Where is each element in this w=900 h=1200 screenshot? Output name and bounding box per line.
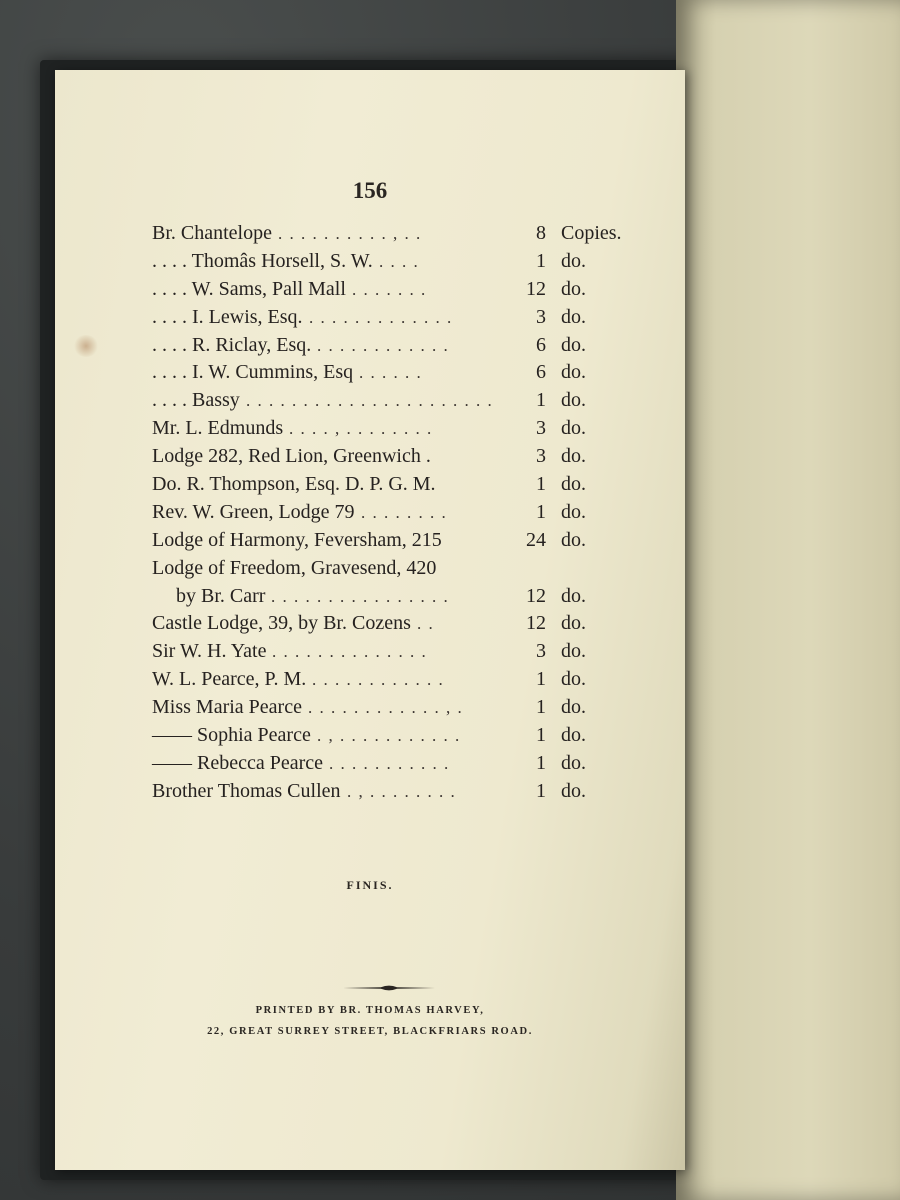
subscriber-name: —— Rebecca Pearce — [152, 751, 324, 774]
subscriber-row — [152, 610, 632, 638]
subscriber-name: . . . . R. Riclay, Esq. — [152, 333, 312, 356]
copy-count: 1 — [536, 473, 546, 496]
subscriber-row — [152, 471, 632, 499]
leader-dots: . . . . . . — [359, 363, 423, 383]
copy-unit: Copies. — [561, 222, 622, 244]
subscriber-row — [152, 638, 632, 666]
printer-line-2: 22, GREAT SURREY STREET, BLACKFRIARS ROAD. — [207, 1026, 533, 1037]
subscriber-name: . . . . Thomâs Horsell, S. W. — [152, 249, 373, 272]
subscriber-row — [152, 666, 632, 694]
subscriber-row — [152, 443, 632, 471]
subscriber-name: —— Sophia Pearce — [152, 724, 311, 747]
copy-unit: do. — [561, 445, 586, 468]
subscriber-row — [152, 694, 632, 722]
printer-line-1: PRINTED BY BR. THOMAS HARVEY, — [255, 1005, 485, 1016]
subscriber-name: . . . . I. Lewis, Esq. — [152, 305, 303, 328]
subscriber-name: Brother Thomas Cullen — [152, 779, 341, 802]
subscriber-name: Do. R. Thompson, Esq. D. P. G. M. — [152, 473, 436, 496]
subscriber-name: Mr. L. Edmunds — [152, 417, 284, 440]
subscriber-row — [152, 220, 632, 248]
subscriber-row — [152, 415, 632, 443]
copy-unit: do. — [561, 696, 586, 719]
copy-unit: do. — [561, 389, 586, 412]
facing-page — [676, 0, 900, 1200]
copy-count: 12 — [526, 612, 546, 635]
copy-unit: do. — [561, 333, 586, 356]
subscriber-name: Castle Lodge, 39, by Br. Cozens — [152, 612, 411, 635]
subscriber-row — [152, 555, 632, 583]
subscriber-name: . . . . I. W. Cummins, Esq — [152, 361, 354, 384]
leader-dots: . . . . . . . . . . . . . — [309, 307, 453, 327]
subscriber-row — [152, 722, 632, 750]
leader-dots: . . — [417, 614, 435, 634]
subscriber-name: Br. Chantelope — [152, 222, 272, 244]
subscriber-name: Lodge of Harmony, Feversham, 215 — [152, 528, 442, 551]
copy-count: 6 — [536, 361, 546, 384]
copy-unit: do. — [561, 640, 586, 663]
leader-dots: . . . . . . . . . . . . , . — [308, 698, 464, 718]
subscriber-row — [152, 778, 632, 806]
leader-dots: . . . . . . . . . . . . — [317, 335, 450, 355]
copy-count: 1 — [536, 249, 546, 272]
copy-count: 3 — [536, 445, 546, 468]
subscriber-name: Lodge of Freedom, Gravesend, 420 — [152, 556, 437, 579]
subscriber-row — [152, 304, 632, 332]
subscriber-name: Miss Maria Pearce — [152, 696, 302, 719]
copy-unit: do. — [561, 361, 586, 384]
leader-dots: . . . . . . . — [352, 279, 427, 299]
copy-count: 24 — [526, 528, 546, 551]
leader-dots: . . . . . . . . . . . . . . . . . . . . . . — [246, 391, 494, 411]
leader-dots: . , . . . . . . . . . . . — [317, 726, 461, 746]
copy-unit: do. — [561, 668, 586, 691]
copy-unit: do. — [561, 500, 586, 523]
copy-count: 1 — [536, 751, 546, 774]
copy-count: 3 — [536, 417, 546, 440]
leader-dots: . . . . . . . . . . . . . . . . — [271, 586, 450, 606]
copy-count: 3 — [536, 640, 546, 663]
copy-unit: do. — [561, 277, 586, 300]
finis-label: FINIS. — [346, 878, 394, 892]
subscriber-row — [152, 248, 632, 276]
leader-dots: . . . . . . . . — [361, 502, 448, 522]
copy-unit: do. — [561, 305, 586, 328]
leader-dots: . . . . . . . . . . , . . — [278, 224, 422, 243]
copy-unit: do. — [561, 751, 586, 774]
copy-unit: do. — [561, 528, 586, 551]
leader-dots: . . . . , . . . . . . . . — [289, 419, 433, 439]
subscriber-name: by Br. Carr — [176, 584, 266, 607]
copy-count: 12 — [526, 277, 546, 300]
subscriber-name: Lodge 282, Red Lion, Greenwich . — [152, 445, 431, 468]
book-page — [55, 70, 685, 1170]
copy-count: 1 — [536, 668, 546, 691]
subscriber-name: . . . . W. Sams, Pall Mall — [152, 277, 346, 300]
subscriber-row — [152, 750, 632, 778]
copy-unit: do. — [561, 473, 586, 496]
subscriber-row — [152, 527, 632, 555]
copy-count: 1 — [536, 389, 546, 412]
copy-unit: do. — [561, 584, 586, 607]
foxing-spot — [73, 335, 99, 357]
subscriber-row — [152, 332, 632, 360]
subscriber-name: Sir W. H. Yate — [152, 640, 267, 663]
ornament-rule — [343, 983, 435, 993]
leader-dots: . . . . — [379, 251, 420, 271]
copy-unit: do. — [561, 779, 586, 802]
subscriber-name: W. L. Pearce, P. M. — [152, 668, 307, 691]
subscriber-row — [152, 499, 632, 527]
copy-unit: do. — [561, 612, 586, 635]
subscriber-row — [152, 359, 632, 387]
leader-dots: . . . . . . . . . . . — [329, 753, 450, 773]
leader-dots: . . . . . . . . . . . . — [312, 670, 445, 690]
subscriber-list — [152, 220, 632, 806]
subscriber-row — [152, 583, 632, 611]
copy-count: 12 — [526, 584, 546, 607]
leader-dots: . . . . . . . . . . . . . . — [272, 642, 428, 662]
subscriber-row — [152, 387, 632, 415]
subscriber-row — [152, 276, 632, 304]
subscriber-name: . . . . Bassy — [152, 389, 240, 412]
subscriber-name: Rev. W. Green, Lodge 79 — [152, 500, 355, 523]
copy-count: 1 — [536, 696, 546, 719]
page-number: 156 — [352, 178, 388, 203]
leader-dots: . , . . . . . . . . — [347, 781, 457, 801]
copy-count: 6 — [536, 333, 546, 356]
copy-unit: do. — [561, 417, 586, 440]
copy-unit: do. — [561, 249, 586, 272]
copy-count: 3 — [536, 305, 546, 328]
copy-unit: do. — [561, 724, 586, 747]
copy-count: 1 — [536, 500, 546, 523]
copy-count: 8 — [536, 222, 546, 244]
copy-count: 1 — [536, 779, 546, 802]
copy-count: 1 — [536, 724, 546, 747]
